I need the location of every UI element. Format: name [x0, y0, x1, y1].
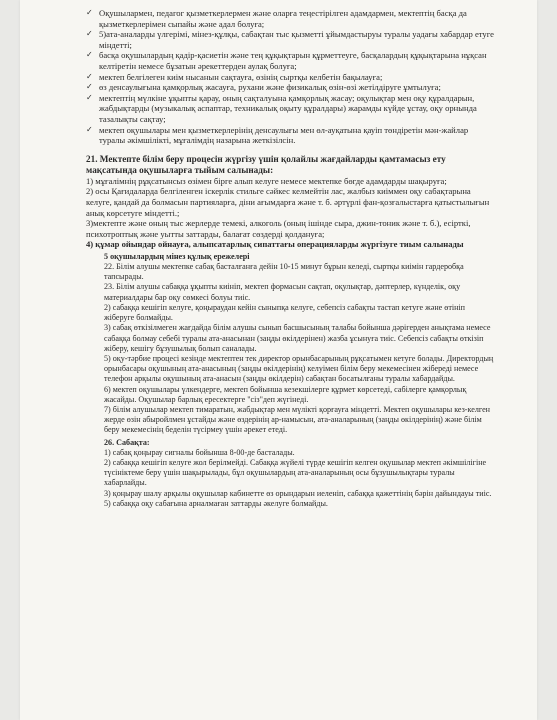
rule-line: 7) білім алушылар мектеп тимаратын, жабдықтар мен мүлікті қорғауға міндетті. Мектеп оқушылары кез-келген жерде өзін абыройлмен ұстайды және өздерінің ар-намысын, ата-аналарының (заңды өкілдерінің) және білім беру мекемесінің беделін түсірмеу үшін әрекет етеді.	[104, 404, 491, 435]
rule-26-line: 2) сабаққа кешігіп келуге жол берілмейді. Сабаққа жүйелі түрде кешігіп келген оқушылар мектеп әкімшілігіне түсініктеме беру үшін шақырылады, бұл оқушылардың ата-аналарының осы бұзушылықтары туралы хабарлайды.	[104, 457, 487, 488]
bullet-text: 5)ата-аналарды үлгерімі, мінез-құлқы, сабақтан тыс қызметті ұйымдастыруы туралы уадағы хабардар етуге міндетті;	[99, 29, 494, 50]
section-21-title: 21. Мектепте білім беру процесін жүргізу үшін қолайлы жағдайларды қамтамасыз ету мақсатында оқушыларға тыйым салынады:	[86, 153, 446, 175]
rule-line: 3) сабақ өткізілмеген жағдайда білім алушы сынып басшысының талабы бойынша дәрігерден анықтама немесе сабаққа болмау себебі туралы ата-анасынан (заңды өкілдерінен) жазба ұсынуға тиіс. Себепсіз сабақты өткізіп жіберу, кешігу бұзушылық болып саналады.	[104, 323, 491, 353]
rule-line: 23. Білім алушы сабаққа ұқыпты киініп, мектеп формасын сақтап, оқулықтар, дәптерлер, күнделік, оқу материалдары бар оқу сөмкесі болуы тиіс.	[104, 282, 461, 302]
bullet-item	[86, 125, 496, 146]
section-21-item: 3)мектепте және оның тыс жерлерде темекі, алкоголь (оның ішінде сыра, джин-тоник және т. б.), есірткі, психотроптық және уытты заттарды, балағат сөздерді қолдануға;	[86, 218, 471, 239]
checkmark-icon: ✓	[86, 124, 93, 134]
rules-heading: 5 оқушылардың мінез құлық ережелері	[104, 251, 250, 261]
bullet-item	[86, 50, 496, 71]
bullet-item	[86, 93, 496, 125]
checkmark-icon: ✓	[86, 8, 93, 17]
bullet-text: басқа оқушылардың қадір-қасиетін және тең құқықтарын құрметтеуге, басқалардың құқықтарына нұқсан келтіретін немесе бұзатын әрекеттерден аулақ болуға;	[99, 50, 487, 71]
checkmark-icon: ✓	[86, 82, 93, 92]
bullet-text: мектеп оқушылары мен қызметкерлерінің денсаулығы мен өл-ауқатына қауіп төндіретін мән-жайлар туралы әкімшілікті, мұғалімдің назарына жеткізілсін.	[99, 124, 469, 146]
bullet-text: Оқушылармен, педагог қызметкерлермен және оларға теңестірілген адамдармен, мектептің басқа да қызметкерлерімен сыпайы және адал болуға;	[99, 8, 467, 29]
rule-line: 22. Білім алушы мектепке сабақ басталғанға дейін 10-15 минут бұрын келеді, сыртқы киімін гардеробқа тапсырады.	[104, 262, 464, 282]
document-content	[86, 8, 496, 509]
rules-sub-26: 26. Сабақта:	[104, 437, 150, 447]
bullet-item	[86, 29, 496, 50]
bullet-item	[86, 72, 496, 83]
bullet-text: мектеп белгілеген киім нысанын сақтауға, өзінің сыртқы келбетін бақылауға;	[99, 71, 383, 82]
bullet-item	[86, 8, 496, 29]
rule-26-line: 1) сабақ қоңырау сигналы бойынша 8-00-де басталады.	[104, 447, 295, 457]
rule-line: 6) мектеп оқушылары үлкендерге, мектеп бойынша кезекшілерге құрмет көрсетеді, сабілерге қамқорлық жасайды. Оқушылар барлық ересектерге "сіз"деп жүгінеді.	[104, 384, 467, 404]
document-page	[20, 0, 537, 720]
rule-26-line: 3) қоңырау шалу арқылы оқушылар кабинетте өз орындарын иеленіп, сабаққа қажеттінің бәрін дайындауы тиіс.	[104, 488, 492, 498]
checkmark-icon: ✓	[86, 50, 93, 60]
checkmark-icon: ✓	[86, 92, 93, 102]
bullet-text: мектептің мүлкіне ұқыпты қарау, оның сақталуына қамқорлық жасау; оқулықтар мен оқу құралдарын, жабдықтарды (музыкалық аспаптар, техникалық оқыту құралдары) жарамды күйде ұстау, оқу орнында тазалықты сақтау;	[99, 92, 477, 124]
bullet-item	[86, 82, 496, 93]
section-21-item: 2) осы Қағидаларда белгіленген іскерлік стильге сәйкес келмейтін лас, жалбыз киіммен оқу сабақтарына келуге, қандай да болмасын партияларға, діни ағымдарға және т. б. әртүрлі фан-қозғалыстарға қатыстылығын анық көрсетуге міндетті.;	[86, 186, 490, 218]
rule-26-line: 5) сабаққа оқу сабағына арналмаған заттарды әкелуге болмайды.	[104, 498, 328, 508]
rule-line: 5) оқу-тәрбие процесі кезінде мектептен тек директор орынбасарының рұқсатымен кетуге болады. Директордың орынбасары оқушының ата-анасының (заңды өкілдерінің) келуімен білім беру мекемесінен жібереді немесе телефон арқылы оқушының ата-анасын (заңды өкілдерін) сабақтан босатылғаны туралы хабардайды.	[104, 353, 494, 384]
section-21-item: 1) мұғалімнің рұқсатынсыз өзімен бірге алып келуге немесе мектепке бөгде адамдарды шақыруға;	[86, 175, 447, 186]
bullet-text: өз денсаулығына қамқорлық жасауға, рухани және физикалық өзін-өзі жетілдіруге ұмтылуға;	[99, 82, 441, 93]
section-21-item: 4) құмар ойындар ойнауға, алыпсатарлық сипаттағы операцияларды жүргізуге тиым салынады	[86, 239, 464, 250]
behavior-rules	[104, 252, 496, 509]
checkmark-icon: ✓	[86, 71, 93, 81]
rule-line: 2) сабаққа кешігіп келуге, қоңыраудан кейін сыныпқа келуге, себепсіз сабақты тастап кетуге және өтініп жіберуге болмайды.	[104, 302, 466, 323]
checkmark-icon: ✓	[86, 29, 93, 39]
